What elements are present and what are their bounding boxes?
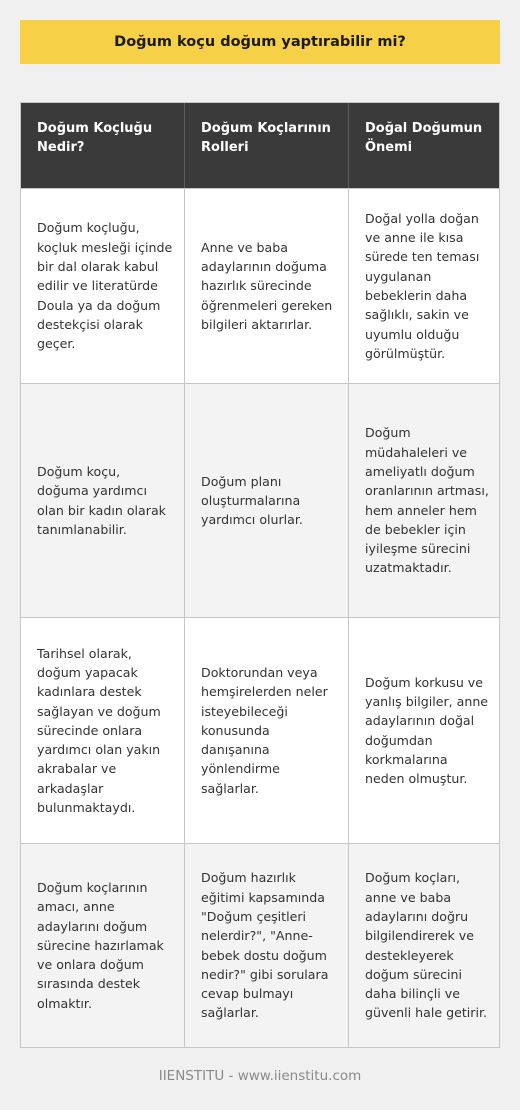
table-cell [349, 189, 499, 383]
header-cell [185, 103, 349, 188]
table-header-row [21, 103, 499, 188]
cell-text: Doğum koçları, anne ve baba adaylarını doğru bilgilendirerek ve destekleyerek doğum sürecini daha bilinçli ve güvenli hale getirir. [365, 870, 487, 1021]
header-label: Doğum Koçluğu Nedir? [37, 121, 153, 155]
table-cell [21, 618, 185, 843]
cell-text: Doğum korkusu ve yanlış bilgiler, anne adaylarının doğal doğumdan korkmalarına neden olmuştur. [365, 674, 489, 787]
table-cell [185, 618, 349, 843]
cell-text: Doktorundan veya hemşirelerden neler isteyebileceği konusunda danışanına yönlendirme sağlarlar. [201, 664, 328, 796]
table-cell [21, 189, 185, 383]
cell-text: Tarihsel olarak, doğum yapacak kadınlara destek sağlayan ve doğum sürecinde onlara yardımcı olan yakın akrabalar ve arkadaşlar bulunmaktaydı. [37, 645, 161, 816]
comparison-table [20, 102, 500, 1048]
cell-text: Doğum koçlarının amacı, anne adaylarını doğum sürecine hazırlamak ve onlara doğum sırasında destek olmaktır. [37, 879, 164, 1011]
header-label: Doğal Doğumun Önemi [365, 121, 483, 155]
table-row [21, 188, 499, 383]
footer-credit: IIENSTITU - www.iienstitu.com [158, 1068, 362, 1084]
table-row [21, 383, 499, 617]
cell-text: Doğum hazırlık eğitimi kapsamında "Doğum çeşitleri nelerdir?", "Anne-bebek dostu doğum nedir?" gibi sorulara cevap bulmayı sağlarlar. [201, 870, 329, 1021]
table-cell [21, 844, 185, 1047]
cell-text: Doğum planı oluşturmalarına yardımcı olurlar. [201, 473, 303, 528]
table-row [21, 843, 499, 1047]
table-cell [185, 384, 349, 617]
title-banner [20, 20, 500, 64]
header-cell [21, 103, 185, 188]
cell-text: Doğum koçluğu, koçluk mesleği içinde bir dal olarak kabul edilir ve literatürde Doula ya da doğum destekçisi olarak geçer. [37, 220, 173, 352]
table-cell [349, 618, 499, 843]
table-cell [185, 844, 349, 1047]
cell-text: Doğum müdahaleleri ve ameliyatlı doğum oranlarının artması, hem anneler hem de bebekler için iyileşme sürecini uzatmaktadır. [365, 425, 489, 576]
header-label: Doğum Koçlarının Rolleri [201, 121, 331, 155]
cell-text: Doğum koçu, doğuma yardımcı olan bir kadın olarak tanımlanabilir. [37, 463, 166, 537]
table-cell [185, 189, 349, 383]
table-cell [21, 384, 185, 617]
table-row [21, 617, 499, 843]
header-cell [349, 103, 499, 188]
page-title: Doğum koçu doğum yaptırabilir mi? [114, 34, 406, 50]
cell-text: Doğal yolla doğan ve anne ile kısa sürede ten teması uygulanan bebeklerin daha sağlıklı, sakin ve uyumlu olduğu görülmüştür. [365, 210, 480, 361]
table-cell [349, 384, 499, 617]
cell-text: Anne ve baba adaylarının doğuma hazırlık sürecinde öğrenmeleri gereken bilgileri aktarırlar. [201, 239, 333, 332]
table-cell [349, 844, 499, 1047]
